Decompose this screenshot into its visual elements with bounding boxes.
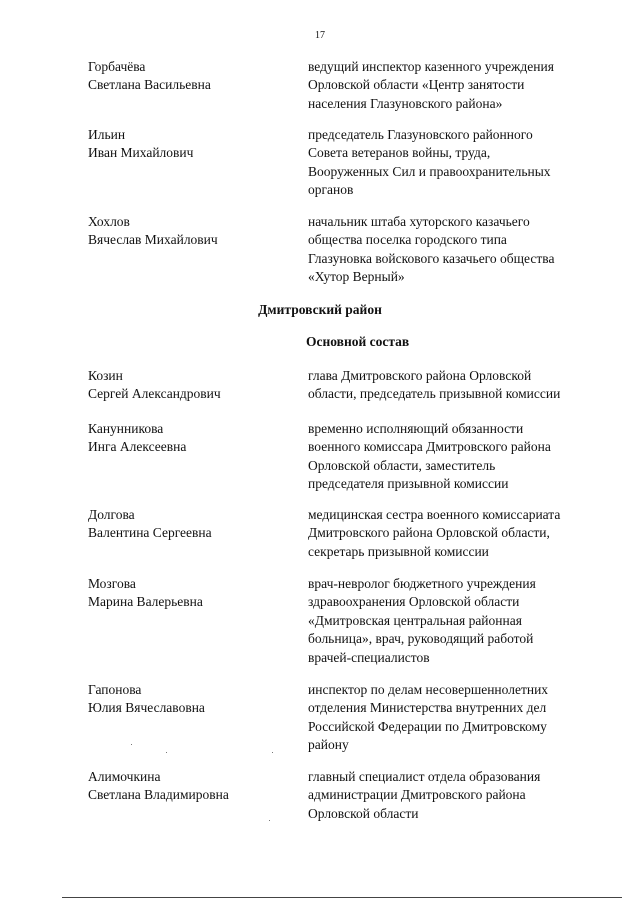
role-line: врачей-специалистов: [308, 649, 430, 665]
role-line: Дмитровского района Орловской области,: [308, 525, 550, 541]
role-line: секретарь призывной комиссии: [308, 543, 489, 559]
member-name: [88, 367, 288, 403]
role-line: Российской Федерации по Дмитровскому: [308, 718, 547, 734]
scan-speck: [166, 752, 167, 753]
member-name: [88, 58, 288, 94]
role-line: Совета ветеранов войны, труда,: [308, 145, 491, 161]
scan-speck: [272, 752, 273, 753]
district-heading: Дмитровский район: [258, 302, 382, 317]
member-name: [88, 681, 288, 717]
member-role: [308, 506, 608, 561]
role-line: Глазуновка войскового казачьего общества: [308, 250, 555, 266]
surname: Горбачёва: [88, 59, 146, 74]
member-name: [88, 213, 288, 249]
member-name: [88, 420, 288, 456]
member-name: [88, 506, 288, 542]
scan-speck: [131, 744, 132, 745]
role-line: Орловской области «Центр занятости: [308, 77, 525, 93]
given-names: Сергей Александрович: [88, 386, 221, 401]
role-line: администрации Дмитровского района: [308, 787, 526, 803]
member-role: [308, 213, 608, 287]
role-line: врач-невролог бюджетного учреждения: [308, 576, 536, 591]
page-number: 17: [315, 30, 325, 41]
given-names: Вячеслав Михайлович: [88, 232, 218, 247]
role-line: населения Глазуновского района»: [308, 95, 503, 111]
role-line: «Хутор Верный»: [308, 269, 405, 285]
scan-speck: [269, 820, 270, 821]
surname: Ильин: [88, 127, 126, 142]
member-role: [308, 575, 608, 667]
given-names: Юлия Вячеславовна: [88, 700, 205, 715]
role-line: больница», врач, руководящий работой: [308, 631, 534, 647]
surname: Алимочкина: [88, 769, 161, 784]
surname: Канунникова: [88, 421, 164, 436]
role-line: области, председатель призывной комиссии: [308, 386, 561, 402]
role-line: председатель Глазуновского районного: [308, 127, 533, 142]
given-names: Марина Валерьевна: [88, 594, 203, 609]
role-line: отделения Министерства внутренних дел: [308, 700, 547, 716]
given-names: Иван Михайлович: [88, 145, 194, 160]
member-role: [308, 681, 608, 755]
page-bottom-edge: [62, 897, 622, 898]
surname: Гапонова: [88, 682, 142, 697]
role-line: «Дмитровская центральная районная: [308, 612, 522, 628]
member-name: [88, 575, 288, 611]
surname: Хохлов: [88, 214, 130, 229]
given-names: Валентина Сергеевна: [88, 525, 212, 540]
role-line: председателя призывной комиссии: [308, 476, 509, 492]
section-heading: Основной состав: [306, 334, 410, 349]
role-line: Орловской области: [308, 805, 419, 821]
role-line: общества поселка городского типа: [308, 232, 507, 248]
member-role: [308, 126, 608, 200]
role-line: временно исполняющий обязанности: [308, 421, 524, 436]
role-line: ведущий инспектор казенного учреждения: [308, 59, 554, 74]
role-line: здравоохранения Орловской области: [308, 594, 520, 610]
role-line: медицинская сестра военного комиссариата: [308, 507, 561, 522]
member-role: [308, 58, 608, 113]
member-role: [308, 367, 608, 404]
role-line: главный специалист отдела образования: [308, 769, 541, 784]
member-role: [308, 768, 608, 823]
role-line: инспектор по делам несовершеннолетних: [308, 682, 549, 697]
role-line: военного комиссара Дмитровского района: [308, 439, 551, 455]
member-name: [88, 126, 288, 162]
surname: Козин: [88, 368, 123, 383]
given-names: Светлана Владимировна: [88, 787, 229, 802]
given-names: Инга Алексеевна: [88, 439, 187, 454]
member-role: [308, 420, 608, 494]
role-line: глава Дмитровского района Орловской: [308, 368, 532, 383]
surname: Мозгова: [88, 576, 136, 591]
surname: Долгова: [88, 507, 135, 522]
role-line: органов: [308, 182, 354, 198]
role-line: Вооруженных Сил и правоохранительных: [308, 163, 551, 179]
role-line: Орловской области, заместитель: [308, 457, 496, 473]
member-name: [88, 768, 288, 804]
role-line: району: [308, 737, 349, 753]
given-names: Светлана Васильевна: [88, 77, 211, 92]
role-line: начальник штаба хуторского казачьего: [308, 214, 530, 229]
